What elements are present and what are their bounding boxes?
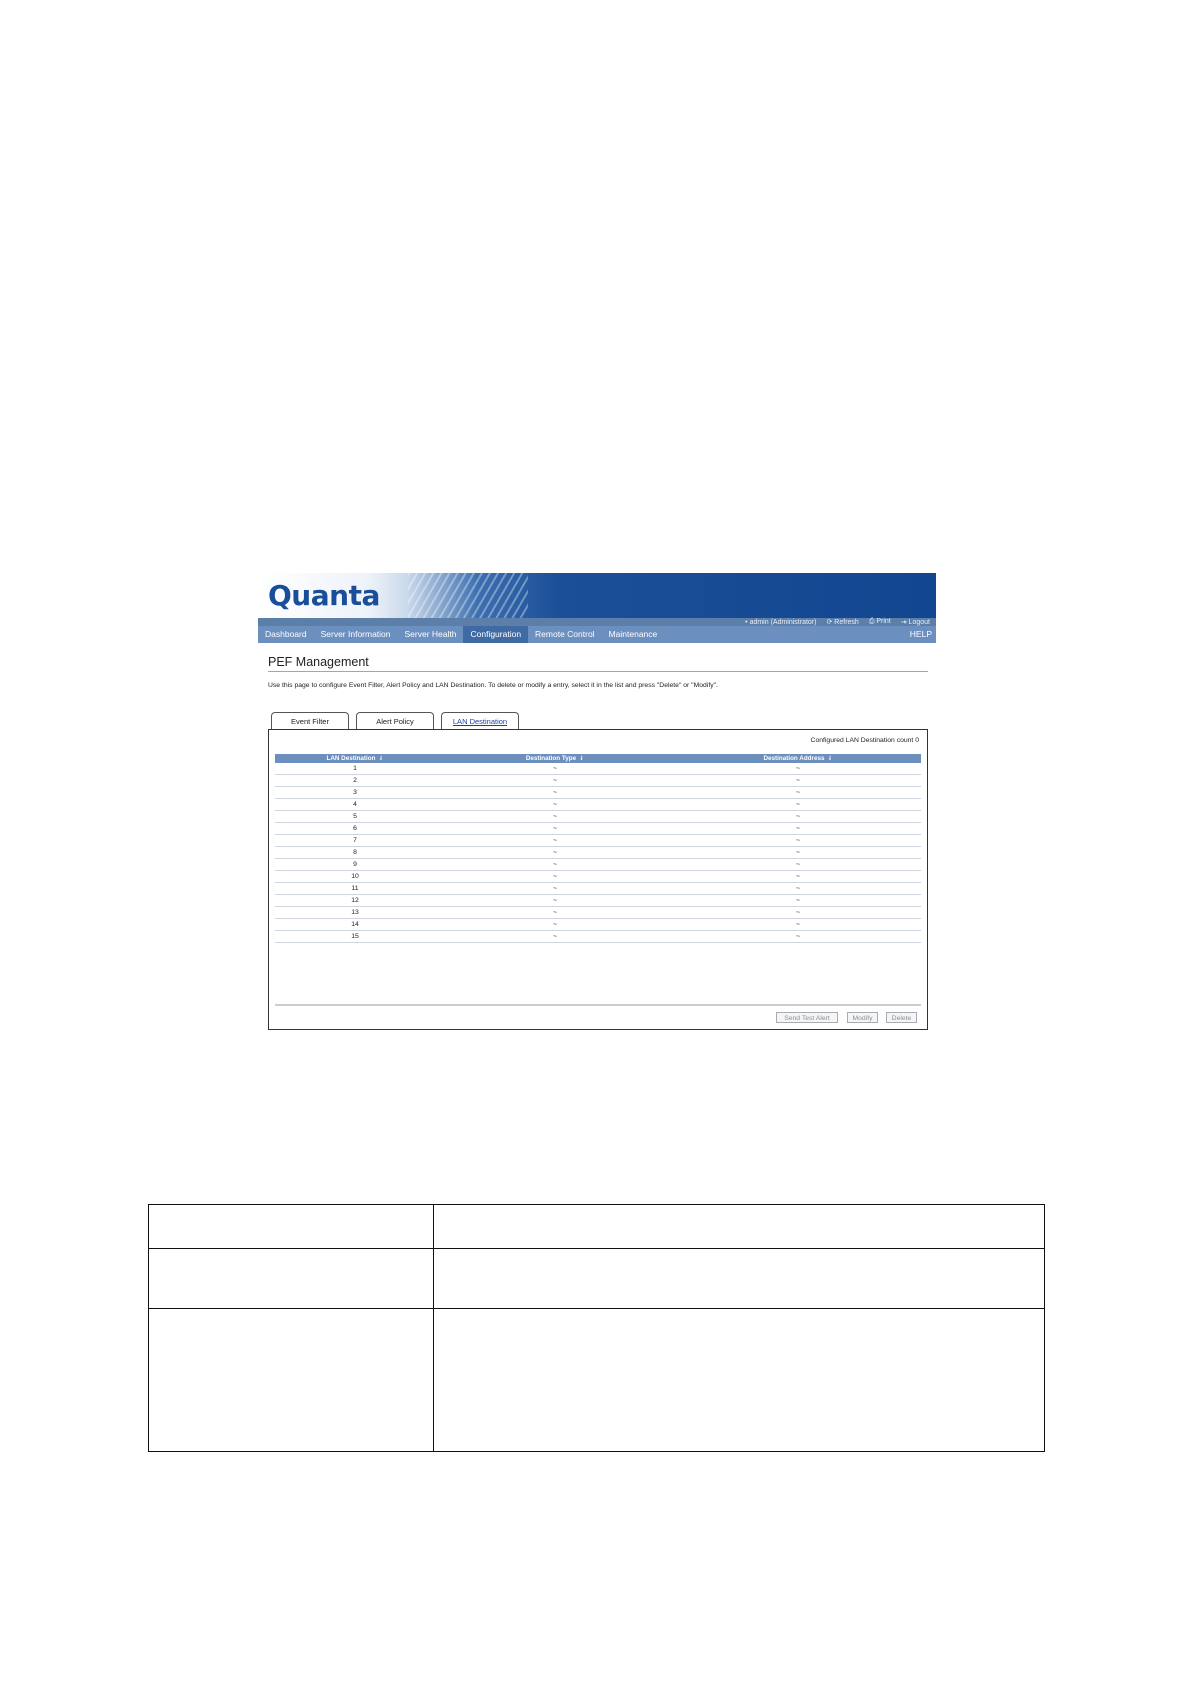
screenshot-panel [258,573,936,1041]
lan-destination-cell: 15 [275,931,435,943]
destination-type-cell: ~ [435,895,675,907]
table-cell [149,1309,434,1452]
destination-type-cell: ~ [435,883,675,895]
table-row[interactable] [275,847,921,859]
column-header-destination-address[interactable]: Destination Address ⇃ [675,754,921,763]
destination-address-cell: ~ [675,811,921,823]
table-cell [149,1205,434,1249]
destination-address-cell: ~ [675,883,921,895]
lan-destination-cell: 10 [275,871,435,883]
table-row[interactable] [275,775,921,787]
destination-type-cell: ~ [435,859,675,871]
send-test-alert-button[interactable]: Send Test Alert [776,1012,838,1023]
lan-destination-cell: 5 [275,811,435,823]
destination-address-cell: ~ [675,895,921,907]
table-row[interactable] [275,763,921,775]
user-bar [258,618,936,626]
destination-type-cell: ~ [435,847,675,859]
nav-server-information[interactable]: Server Information [320,629,391,639]
tab-event-filter[interactable]: Event Filter [271,712,349,729]
table-row[interactable] [275,907,921,919]
nav-dashboard[interactable]: Dashboard [265,629,307,639]
table-cell [149,1249,434,1309]
sort-arrow-icon: ⇃ [827,756,833,762]
destination-type-cell: ~ [435,823,675,835]
lan-destination-cell: 6 [275,823,435,835]
table-row[interactable] [275,811,921,823]
destination-type-cell: ~ [435,931,675,943]
sort-arrow-icon: ⇃ [579,756,585,762]
destination-type-cell: ~ [435,835,675,847]
table-row[interactable] [275,799,921,811]
destination-address-cell: ~ [675,931,921,943]
lan-destination-cell: 9 [275,859,435,871]
destination-address-cell: ~ [675,859,921,871]
destination-address-cell: ~ [675,907,921,919]
table-row[interactable] [275,871,921,883]
lan-destination-cell: 1 [275,763,435,775]
modify-button[interactable]: Modify [847,1012,878,1023]
destination-type-cell: ~ [435,907,675,919]
tab-lan-destination[interactable]: LAN Destination [441,712,519,729]
lan-destination-cell: 3 [275,787,435,799]
lan-destination-cell: 8 [275,847,435,859]
user-info: • admin (Administrator) [745,618,817,626]
page-title: PEF Management [268,655,369,669]
destination-address-cell: ~ [675,763,921,775]
lan-destination-cell: 12 [275,895,435,907]
refresh-link[interactable]: ⟳ Refresh [826,619,859,626]
destination-type-cell: ~ [435,775,675,787]
logout-link[interactable]: ⇥ Logout [900,619,930,626]
table-row[interactable] [275,859,921,871]
sort-arrow-icon: ⇃ [378,756,384,762]
table-row[interactable] [275,823,921,835]
title-divider [268,671,928,672]
document-table [148,1204,1045,1452]
print-link[interactable]: ⎙ Print [868,618,891,625]
banner-decoration [408,573,528,618]
destination-address-cell: ~ [675,823,921,835]
delete-button[interactable]: Delete [886,1012,917,1023]
destination-type-cell: ~ [435,871,675,883]
column-header-destination-type[interactable]: Destination Type ⇃ [435,754,675,763]
header-banner [258,573,936,618]
column-header-lan-destination[interactable]: LAN Destination ⇃ [275,754,435,763]
lan-destination-cell: 13 [275,907,435,919]
destination-type-cell: ~ [435,787,675,799]
destination-type-cell: ~ [435,799,675,811]
destination-type-cell: ~ [435,763,675,775]
tab-alert-policy[interactable]: Alert Policy [356,712,434,729]
nav-configuration[interactable]: Configuration [463,626,528,643]
destination-address-cell: ~ [675,775,921,787]
lan-destination-cell: 2 [275,775,435,787]
destination-type-cell: ~ [435,811,675,823]
destination-address-cell: ~ [675,919,921,931]
lan-destination-cell: 14 [275,919,435,931]
main-nav [258,626,936,643]
help-link[interactable]: HELP [909,629,932,639]
lan-destination-table [275,754,921,943]
nav-remote-control[interactable]: Remote Control [535,629,595,639]
quanta-logo: Quanta [268,579,380,612]
table-row[interactable] [275,835,921,847]
table-footer-divider [275,1004,921,1006]
table-cell [433,1205,1044,1249]
destination-count: Configured LAN Destination count 0 [810,737,919,744]
table-row[interactable] [275,919,921,931]
nav-server-health[interactable]: Server Health [404,629,457,639]
table-row[interactable] [275,931,921,943]
lan-destination-cell: 11 [275,883,435,895]
destination-type-cell: ~ [435,919,675,931]
table-row[interactable] [275,883,921,895]
page-description: Use this page to configure Event Filter, Alert Policy and LAN Destination. To delete or modify a entry, select it in the list and press "Delete" or "Modify". [268,682,718,689]
nav-maintenance[interactable]: Maintenance [608,629,658,639]
table-row[interactable] [275,895,921,907]
destination-address-cell: ~ [675,871,921,883]
destination-address-cell: ~ [675,787,921,799]
lan-destination-cell: 7 [275,835,435,847]
destination-address-cell: ~ [675,799,921,811]
destination-address-cell: ~ [675,847,921,859]
table-row[interactable] [275,787,921,799]
table-cell [433,1249,1044,1309]
destination-address-cell: ~ [675,835,921,847]
lan-destination-cell: 4 [275,799,435,811]
lan-destination-panel [268,729,928,1030]
table-cell [433,1309,1044,1452]
